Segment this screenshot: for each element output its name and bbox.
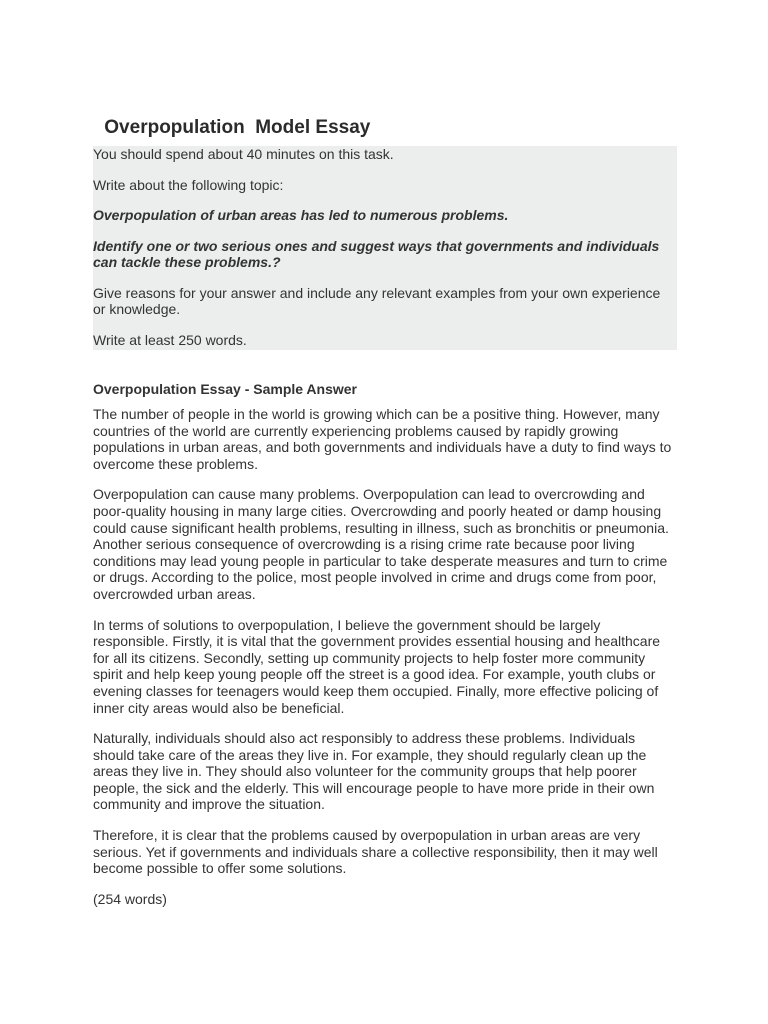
reasons-instruction: Give reasons for your answer and include any relevant examples from your own experience or knowledge. — [93, 284, 661, 317]
document-page — [93, 116, 677, 907]
page-title: Overpopulation Model Essay — [99, 117, 371, 138]
essay-paragraph: The number of people in the world is growing which can be a positive thing. However, many countries of the world are currently experiencing problems caused by rapidly growing populations in urban areas, and both governments and individuals have a duty to find ways to overcome these problems. — [93, 406, 672, 472]
essay-paragraph: Therefore, it is clear that the problems caused by overpopulation in urban areas are very serious. Yet if governments and individuals share a collective responsibility, then it may well become possible to offer some solutions. — [93, 827, 658, 877]
topic-intro: Write about the following topic: — [93, 176, 284, 193]
sample-answer-heading: Overpopulation Essay - Sample Answer — [93, 381, 358, 397]
topic-question: Identify one or two serious ones and suggest ways that governments and individuals can tackle these problems.? — [93, 237, 660, 270]
essay-body — [93, 406, 677, 907]
essay-paragraph: In terms of solutions to overpopulation, I believe the government should be largely responsible. Firstly, it is vital that the government provides essential housing and healthcare for all its citizens. Secondly, setting up community projects to help foster more community spirit and help keep young people off the street is a good idea. For example, youth clubs or evening classes for teenagers would keep them occupied. Finally, more effective policing of inner city areas would also be beneficial. — [93, 616, 661, 716]
word-requirement: Write at least 250 words. — [93, 331, 247, 348]
essay-paragraph: Overpopulation can cause many problems. Overpopulation can lead to overcrowding and poor-quality housing in many large cities. Overcrowding and poorly heated or damp housing could cause significant health problems, resulting in illness, such as bronchitis or pneumonia. Another serious consequence of overcrowding is a rising crime rate because poor living conditions may lead young people in particular to take desperate measures and turn to crime or drugs. According to the police, most people involved in crime and drugs come from poor, overcrowded urban areas. — [93, 486, 669, 602]
topic-statement: Overpopulation of urban areas has led to numerous problems. — [93, 207, 509, 223]
time-instruction: You should spend about 40 minutes on this task. — [93, 146, 394, 162]
essay-paragraph: Naturally, individuals should also act responsibly to address these problems. Individuals should take care of the areas they live in. For example, they should regularly clean up the areas they live in. They should also volunteer for the community groups that help poorer people, the sick and the elderly. This will encourage people to have more pride in their own community and improve the situation. — [93, 730, 655, 813]
task-box — [93, 146, 677, 350]
word-count: (254 words) — [93, 890, 167, 907]
